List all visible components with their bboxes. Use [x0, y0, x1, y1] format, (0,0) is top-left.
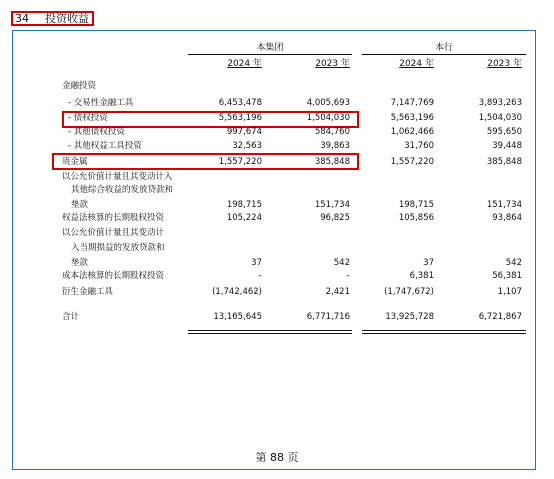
row-label: 合计	[62, 312, 80, 322]
total-underline	[188, 333, 352, 334]
table-cell: 151,734	[314, 200, 350, 210]
table-cell: 1,504,030	[306, 113, 350, 123]
table-cell	[354, 184, 434, 196]
table-cell: 39,863	[320, 141, 350, 151]
table-cell	[442, 242, 522, 254]
row-label: 成本法核算的长期股权投资	[62, 271, 165, 281]
table-cell: 31,760	[404, 141, 434, 151]
row-label: 垫款	[71, 258, 89, 268]
table-cell: 198,715	[226, 200, 262, 210]
table-cell	[354, 171, 434, 183]
table-cell: 6,771,716	[306, 312, 350, 322]
table-cell	[270, 242, 350, 254]
table-cell	[354, 227, 434, 239]
table-cell	[270, 171, 350, 183]
row-label: 以公允价值计量且其变动计	[62, 228, 165, 238]
table-cell: 595,650	[486, 127, 522, 137]
table-cell: -	[346, 271, 350, 281]
table-cell: 6,381	[409, 271, 434, 281]
table-cell: 198,715	[398, 200, 434, 210]
table-cell	[182, 184, 262, 196]
table-cell: -	[258, 271, 262, 281]
year-header: 2023 年	[315, 59, 350, 69]
table-cell: 13,925,728	[385, 312, 434, 322]
row-label: - 债权投资	[68, 113, 108, 123]
row-label: 权益法核算的长期股权投资	[62, 213, 165, 223]
table-cell	[354, 242, 434, 254]
table-cell: 1,557,220	[390, 157, 434, 167]
table-cell: 1,107	[497, 287, 522, 297]
table-cell: 6,721,867	[478, 312, 522, 322]
table-cell: 997,674	[226, 127, 262, 137]
section-number: 34	[15, 12, 29, 25]
total-underline	[188, 330, 352, 331]
year-header: 2024 年	[399, 59, 434, 69]
table-cell	[442, 227, 522, 239]
table-cell: 5,563,196	[218, 113, 262, 123]
table-cell	[182, 80, 262, 92]
table-cell	[182, 242, 262, 254]
total-underline	[362, 330, 526, 331]
column-group-group: 本集团	[188, 42, 352, 55]
table-cell: 56,381	[492, 271, 522, 281]
row-label: - 其他债权投资	[68, 127, 125, 137]
table-cell: 105,856	[398, 213, 434, 223]
table-cell: 37	[423, 258, 434, 268]
year-header: 2024 年	[227, 59, 262, 69]
row-label: 贵金属	[62, 157, 88, 167]
table-cell	[270, 184, 350, 196]
page-number: 第 88 页	[255, 451, 299, 464]
table-cell: 542	[333, 258, 350, 268]
table-cell	[354, 80, 434, 92]
table-cell: 1,504,030	[478, 113, 522, 123]
row-label: 入当期损益的发放贷款和	[71, 243, 165, 253]
table-cell: 32,563	[232, 141, 262, 151]
row-label: 其他综合收益的发放贷款和	[71, 185, 174, 195]
table-cell	[182, 171, 262, 183]
table-cell: 584,760	[314, 127, 350, 137]
table-cell: 37	[251, 258, 262, 268]
table-cell: 93,864	[492, 213, 522, 223]
row-label: - 其他权益工具投资	[68, 141, 142, 151]
table-cell	[270, 227, 350, 239]
table-cell: 151,734	[486, 200, 522, 210]
table-cell: 385,848	[486, 157, 522, 167]
table-cell: (1,742,462)	[212, 287, 262, 297]
table-cell: 4,005,693	[306, 98, 350, 108]
table-cell: 542	[505, 258, 522, 268]
table-cell: 7,147,769	[390, 98, 434, 108]
row-label: 衍生金融工具	[62, 287, 114, 297]
table-cell	[270, 80, 350, 92]
table-cell	[442, 80, 522, 92]
row-label: - 交易性金融工具	[68, 98, 134, 108]
row-label: 金融投资	[62, 81, 97, 91]
table-cell	[182, 227, 262, 239]
table-cell: 5,563,196	[390, 113, 434, 123]
table-cell: 39,448	[492, 141, 522, 151]
total-underline	[362, 333, 526, 334]
table-cell: 1,557,220	[218, 157, 262, 167]
section-heading	[11, 11, 94, 26]
section-title: 投资收益	[45, 12, 89, 25]
table-cell: 96,825	[320, 213, 350, 223]
table-cell: 3,893,263	[478, 98, 522, 108]
table-cell: 385,848	[314, 157, 350, 167]
table-cell: 13,165,645	[213, 312, 262, 322]
column-group-bank: 本行	[362, 42, 526, 55]
row-label: 以公允价值计量且其变动计入	[62, 172, 173, 182]
table-cell	[442, 171, 522, 183]
table-cell: 2,421	[325, 287, 350, 297]
table-cell	[442, 184, 522, 196]
table-cell: (1,747,672)	[384, 287, 434, 297]
table-cell: 1,062,466	[390, 127, 434, 137]
table-cell: 6,453,478	[218, 98, 262, 108]
table-cell: 105,224	[226, 213, 262, 223]
year-header: 2023 年	[487, 59, 522, 69]
row-label: 垫款	[71, 200, 89, 210]
